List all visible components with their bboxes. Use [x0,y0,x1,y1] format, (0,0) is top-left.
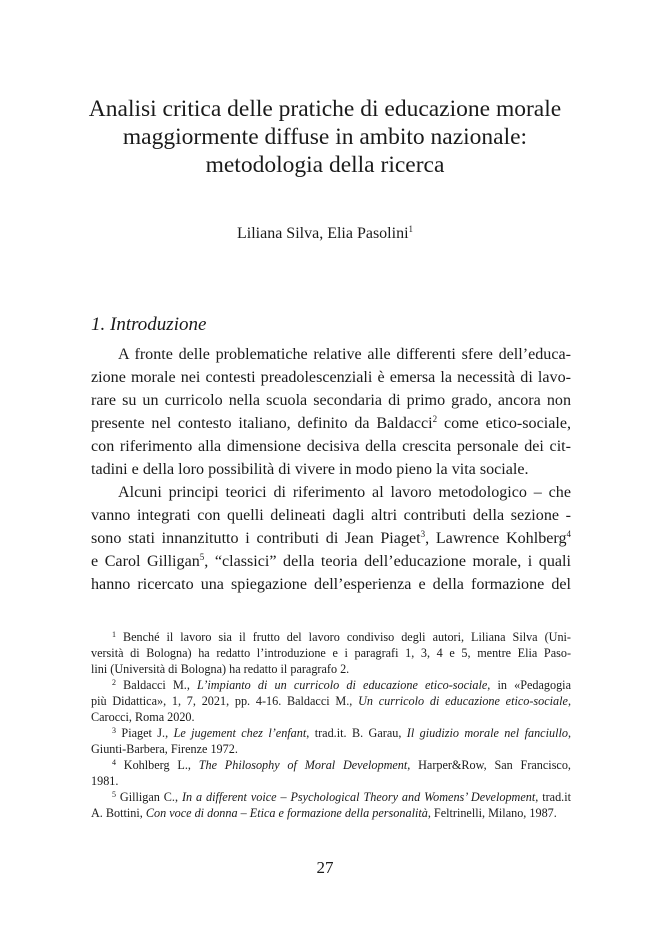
title-line-1: Analisi critica delle pratiche di educazione morale [88,96,562,122]
footnote-title: Le jugement chez l’enfant [173,726,307,740]
body-line: zione morale nei contesti preadolescenziali è emersa la necessità di lavo- [91,369,571,386]
body-line: A fronte delle problematiche relative alle differenti sfere dell’educa- [118,346,571,363]
footnote-text: , Feltrinelli, Milano, 1987. [427,806,557,820]
footnote-number: 4 [112,758,116,767]
footnote-5 [91,789,571,805]
body-line: Alcuni principi teorici di riferimento al lavoro metodologico – che [118,484,571,501]
footnote-line: Giunti-Barbera, Firenze 1972. [91,742,238,756]
footnote-line: 1981. [91,774,119,788]
footnote-title: Un curricolo di educazione etico-sociale [358,694,568,708]
footnote-text: Benché il lavoro sia il frutto del lavoro condiviso degli autori, Liliana Silva (Uni- [116,630,571,644]
page-number: 27 [316,858,334,877]
footnote-1 [91,629,571,645]
footnote-ref: 3 [420,529,426,539]
footnote-ref: 5 [199,552,205,562]
body-text-fragment: come etico-sociale, [437,415,571,432]
body-text-fragment: sono stati innanzitutto i contributi di Jean Piaget [91,530,421,547]
body-line [91,412,571,435]
section-heading: 1. Introduzione [91,314,207,335]
footnote-text: , [567,694,571,708]
body-line [91,550,571,573]
body-text-fragment: presente nel contesto italiano, definito da Baldacci [91,415,433,432]
title-line-2: maggiormente diffuse in ambito nazionale: [122,124,528,150]
footnote-line: versità di Bologna) ha redatto l’introduzione e i paragrafi 1, 3, 4 e 5, mentre Elia Paso- [91,646,571,660]
body-line: tadini e della loro possibilità di vivere in modo pieno la vita sociale. [91,461,529,478]
footnote-title: Con voce di donna – Etica e formazione della personalità [145,806,428,820]
footnote-number: 3 [112,726,116,735]
footnote-line: Carocci, Roma 2020. [91,710,195,724]
footnote-number: 1 [112,630,116,639]
footnote-text: , trad.it. B. Garau, [306,726,407,740]
footnote-3 [91,725,571,741]
body-text-fragment: e Carol Gilligan [91,553,200,570]
footnote-line [91,693,571,709]
footnote-text: , trad.it [535,790,571,804]
footnotes [91,629,571,821]
footnote-title: The Philosophy of Moral Development [198,758,408,772]
body-line: rare su un curricolo nella scuola secondaria di primo grado, ancora non [91,392,571,409]
body-line [91,527,571,550]
body-text-fragment: , “classici” della teoria dell’educazione morale, i quali [204,553,571,570]
body-line: vanno integrati con quelli delineati dagli altri contributi della sezione - [91,507,571,524]
footnote-text: Piaget J., [116,726,174,740]
footnote-text: , in «Pedagogia [487,678,571,692]
footnote-text: A. Bottini, [91,806,146,820]
authors-names: Liliana Silva, Elia Pasolini [236,225,409,242]
body-text-fragment: , Lawrence Kohlberg [425,530,567,547]
footnote-line [91,805,571,821]
footnote-text: Gilligan C., [116,790,182,804]
footnote-text: Baldacci M., [116,678,198,692]
footnote-4 [91,757,571,773]
footnote-2 [91,677,571,693]
footnote-text: , Harper&Row, San Francisco, [407,758,571,772]
footnote-text: più Didattica», 1, 7, 2021, pp. 4-16. Baldacci M., [91,694,359,708]
footnote-number: 2 [112,678,116,687]
body-line: con riferimento alla dimensione decisiva della crescita personale dei cit- [91,438,571,455]
footnote-ref: 2 [432,414,438,424]
footnote-text: Kohlberg L., [116,758,199,772]
body-line: hanno ricercato una spiegazione dell’esperienza e della formazione del [91,576,571,593]
footnote-title: L’impianto di un curricolo di educazione etico-sociale [197,678,488,692]
authors-footnote-ref: 1 [408,224,414,234]
body-text [91,343,571,596]
footnote-title: Il giudizio morale nel fanciullo [406,726,568,740]
authors [0,224,650,244]
footnote-ref: 4 [566,529,571,539]
footnote-title: In a different voice – Psychological Theory and Womens’ Development [181,790,536,804]
title-line-3: metodologia della ricerca [205,152,445,178]
chapter-title [60,95,590,179]
footnote-text: , [567,726,571,740]
footnote-line: lini (Università di Bologna) ha redatto il paragrafo 2. [91,662,350,676]
footnote-number: 5 [112,790,116,799]
